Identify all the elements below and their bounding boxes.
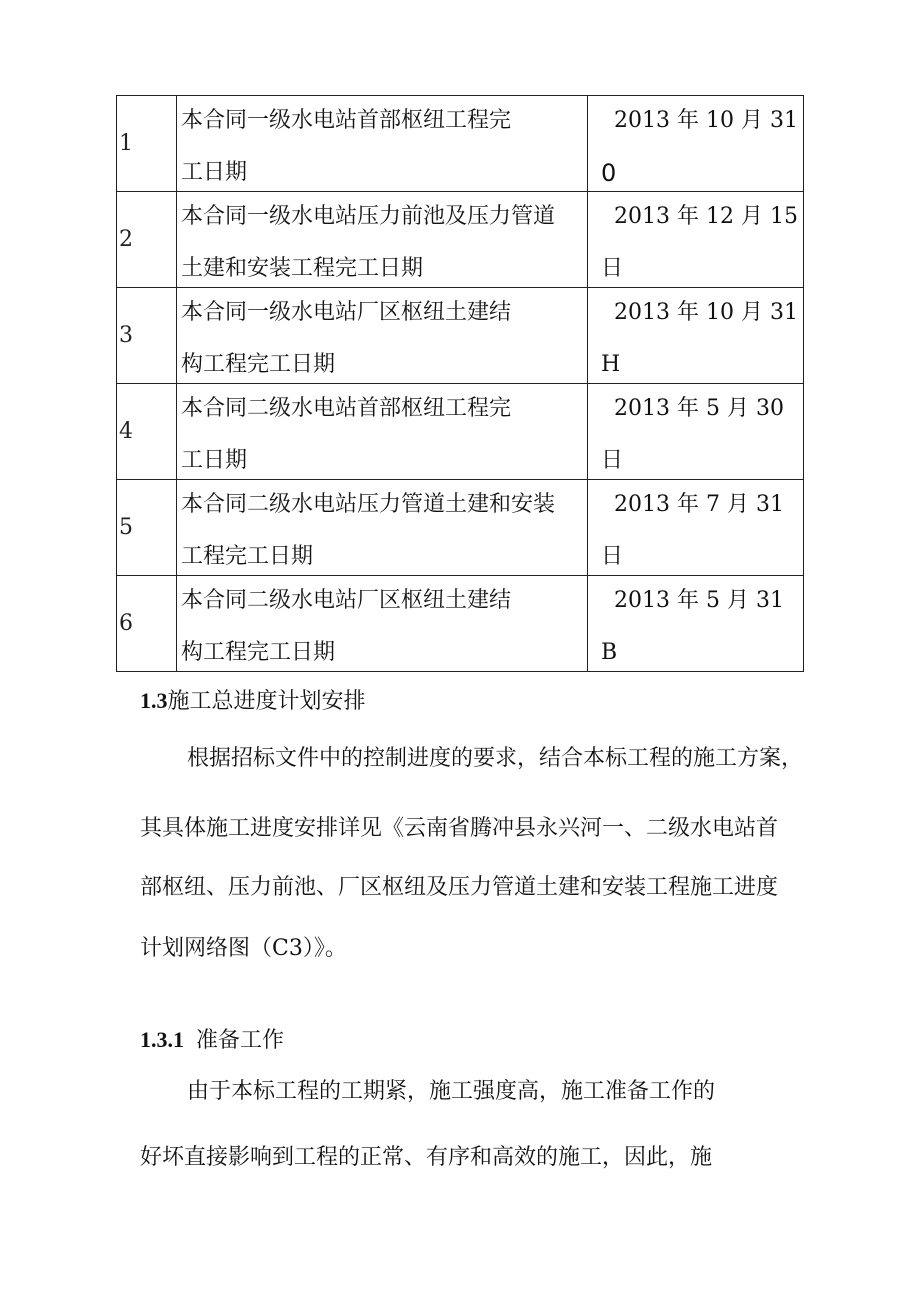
completion-date: 2013 年 5 月 30 日 [588,384,804,480]
row-number: 4 [117,384,177,480]
row-number: 1 [117,96,177,192]
milestone-description: 本合同二级水电站厂区枢纽土建结 构工程完工日期 [177,576,588,672]
completion-date: 2013 年 5 月 31 B [588,576,804,672]
milestone-description: 本合同二级水电站压力管道土建和安装 工程完工日期 [177,480,588,576]
section-title: 准备工作 [196,1028,285,1053]
completion-date: 2013 年 7 月 31 日 [588,480,804,576]
completion-date: 2013 年 10 月 31 0 [588,96,804,192]
table-row [117,480,804,576]
section-heading-1-3-1 [140,1027,284,1054]
table-row [117,576,804,672]
row-number: 6 [117,576,177,672]
paragraph-line: 计划网络图（C3）》。 [140,936,347,961]
table-row [117,192,804,288]
milestone-description: 本合同二级水电站首部枢纽工程完 工日期 [177,384,588,480]
paragraph-line: 由于本标工程的工期紧，施工强度高，施工准备工作的 [187,1079,716,1104]
paragraph-line: 部枢纽、压力前池、厂区枢纽及压力管道土建和安装工程施工进度 [140,875,779,900]
table-row [117,288,804,384]
milestone-table [116,95,804,672]
paragraph-line: 好坏直接影响到工程的正常、有序和高效的施工，因此，施 [140,1145,713,1170]
row-number: 2 [117,192,177,288]
section-title: 施工总进度计划安排 [167,689,366,714]
table-row [117,96,804,192]
row-number: 5 [117,480,177,576]
completion-date: 2013 年 12 月 15 日 [588,192,804,288]
completion-date: 2013 年 10 月 31 H [588,288,804,384]
section-number: 1.3 [140,688,168,713]
table-row [117,384,804,480]
section-heading-1-3 [140,688,366,715]
paragraph-line: 根据招标文件中的控制进度的要求，结合本标工程的施工方案， [187,746,804,771]
row-number: 3 [117,288,177,384]
milestone-description: 本合同一级水电站厂区枢纽土建结 构工程完工日期 [177,288,588,384]
section-number: 1.3.1 [140,1027,184,1052]
paragraph-line: 其具体施工进度安排详见《云南省腾冲县永兴河一、二级水电站首 [140,816,779,841]
milestone-description: 本合同一级水电站压力前池及压力管道 土建和安装工程完工日期 [177,192,588,288]
milestone-description: 本合同一级水电站首部枢纽工程完 工日期 [177,96,588,192]
